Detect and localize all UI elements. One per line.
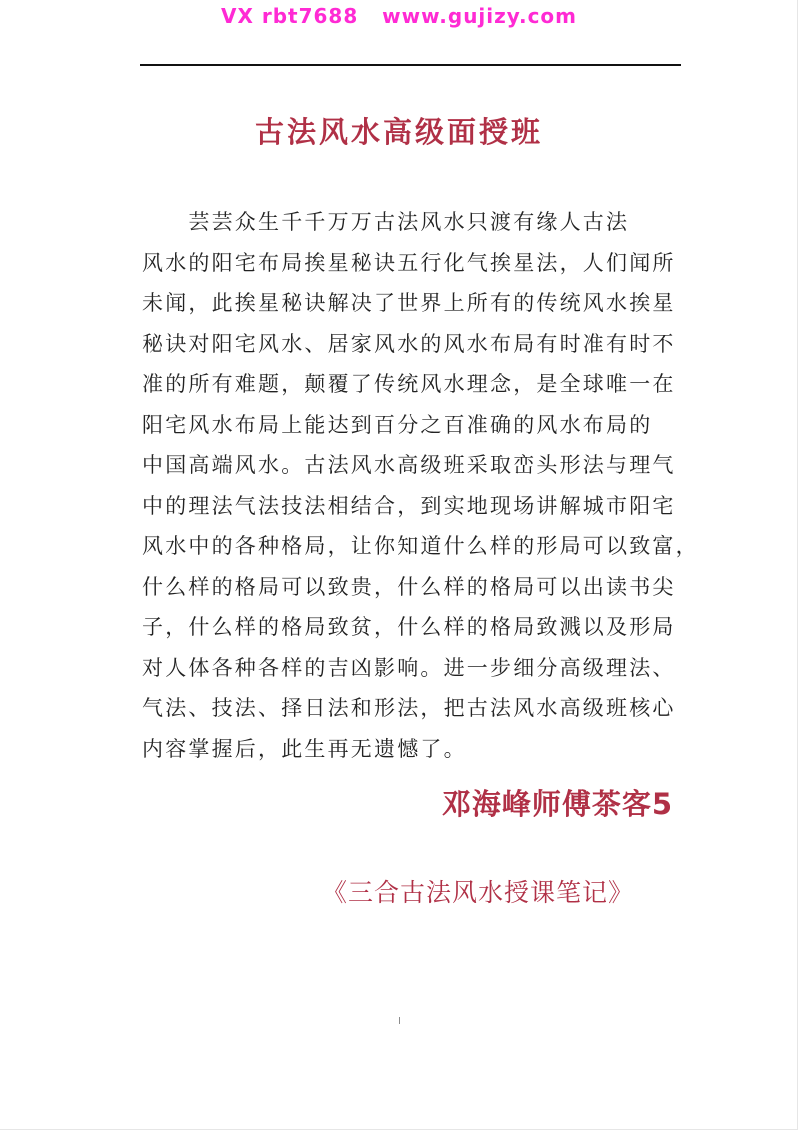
body-line: 气法、技法、择日法和形法，把古法风水高级班核心: [142, 696, 676, 720]
body-line: 阳宅风水布局上能达到百分之百准确的风水布局的: [142, 412, 653, 437]
body-line: 中的理法气法技法相结合，到实地现场讲解城市阳宅: [142, 493, 676, 518]
body-paragraph: [142, 202, 699, 769]
author-name: 邓海峰师傅茶客5: [441, 787, 673, 821]
body-line: 准的所有难题，颠覆了传统风水理念，是全球唯一在: [142, 372, 676, 396]
page-number: I: [398, 1016, 401, 1027]
book-title: 《三合古法风水授课笔记》: [322, 878, 635, 907]
body-line: 子，什么样的格局致贫，什么样的格局致溅以及形局: [142, 615, 676, 639]
body-line: 什么样的格局可以致贵，什么样的格局可以出读书尖: [142, 574, 676, 599]
body-line: 秘诀对阳宅风水、居家风水的风水布局有时准有时不: [142, 331, 676, 356]
body-line: 对人体各种各样的吉凶影响。进一步细分高级理法、: [142, 655, 676, 680]
document-title: 古法风水高级面授班: [254, 115, 543, 149]
body-line: 未闻，此挨星秘诀解决了世界上所有的传统风水挨星: [142, 291, 676, 315]
body-line: 内容掌握后，此生再无遗憾了。: [142, 736, 467, 761]
body-line: 风水的阳宅布局挨星秘诀五行化气挨星法，人们闻所: [142, 250, 676, 275]
watermark-text: VX rbt7688 www.gujizy.com: [220, 4, 578, 28]
header-rule: [140, 64, 681, 66]
body-line: 芸芸众生千千万万古法风水只渡有缘人古法: [142, 210, 630, 234]
body-line: 中国高端风水。古法风水高级班采取峦头形法与理气: [142, 453, 676, 477]
body-line: 风水中的各种格局，让你知道什么样的形局可以致富，: [142, 534, 699, 558]
